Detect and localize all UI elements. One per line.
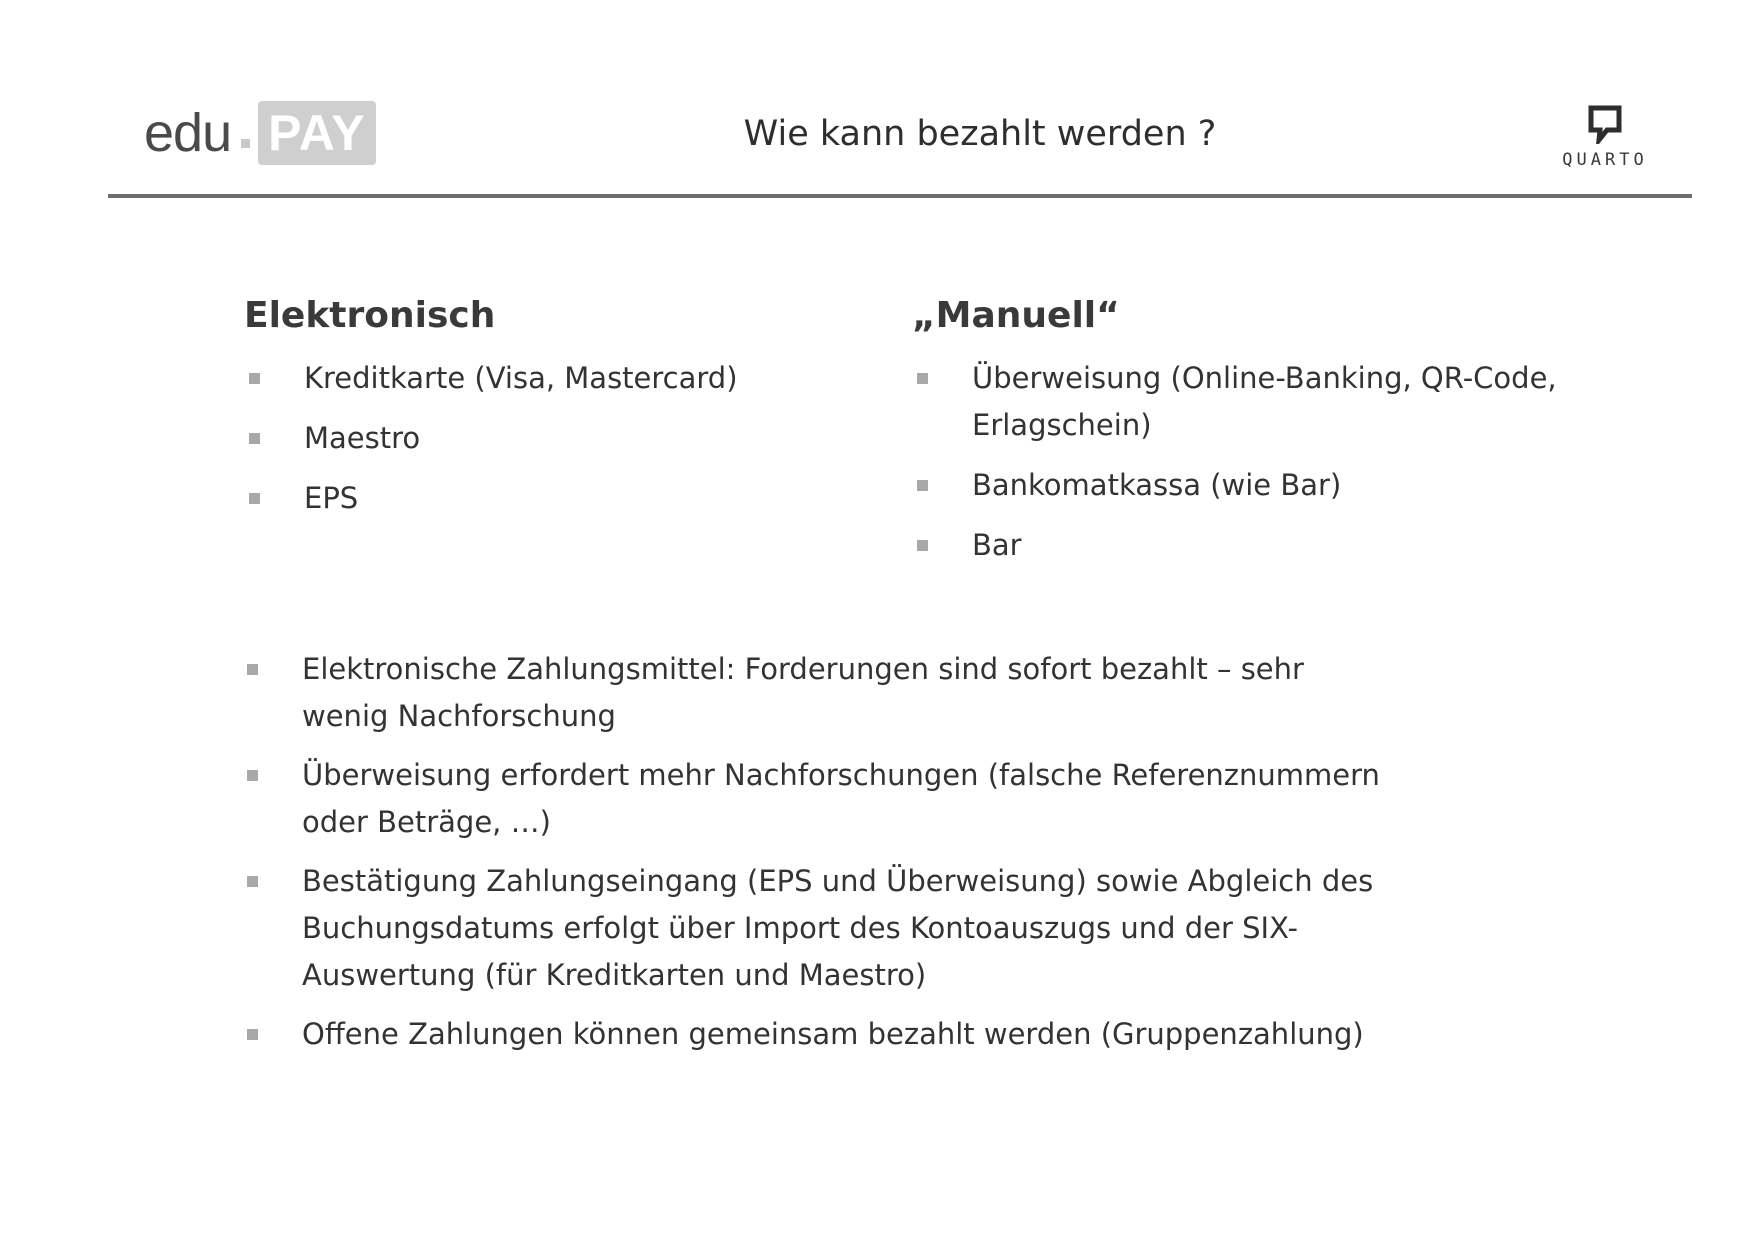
column-heading-manual: „Manuell“ [912,295,1120,336]
logo-dot [241,139,250,148]
column-manual [912,294,1612,582]
list-item-text: Maestro [304,421,421,456]
list-item [244,475,844,522]
bullet-square-icon [247,876,258,887]
list-item-text: Kreditkarte (Visa, Mastercard) [304,361,738,396]
logo-pay-text: PAY [258,101,376,165]
slide-title: Wie kann bezahlt werden ? [743,114,1217,154]
bullet-square-icon [917,540,928,551]
list-item-text: EPS [304,481,359,516]
electronic-payment-list [244,355,844,522]
list-item [912,462,1612,509]
bullet-square-icon [247,770,258,781]
quarto-logo [1540,104,1670,170]
bullet-square-icon [917,480,928,491]
manual-payment-list [912,355,1612,569]
list-item-text: Offene Zahlungen können gemeinsam bezahlt werden (Gruppenzahlung) [302,1017,1364,1051]
notes-section [242,646,1382,1070]
list-item-text: Bestätigung Zahlungseingang (EPS und Überweisung) sowie Abgleich des Buchungsdatums erfolgt über Import des Kontoauszugs und der SIX-Auswertung (für Kreditkarten und Maestro) [302,864,1374,992]
list-item [242,752,1382,846]
bullet-square-icon [247,664,258,675]
quarto-speech-bubble-icon [1585,104,1625,144]
bullet-square-icon [249,433,260,444]
edupay-logo [144,100,376,166]
list-item-text: Bar [972,528,1022,563]
list-item [242,858,1382,999]
list-item-text: Überweisung erfordert mehr Nachforschungen (falsche Referenznummern oder Beträge, …) [302,758,1380,839]
bullet-square-icon [249,373,260,384]
list-item [244,355,844,402]
list-item [244,415,844,462]
list-item-text: Bankomatkassa (wie Bar) [972,468,1342,503]
bullet-square-icon [249,493,260,504]
list-item [912,522,1612,569]
bullet-square-icon [247,1029,258,1040]
bullet-square-icon [917,373,928,384]
list-item [242,646,1382,740]
column-heading-electronic: Elektronisch [244,295,496,336]
logo-edu-text: edu [144,103,232,163]
column-electronic [244,294,844,535]
notes-list [242,646,1382,1058]
list-item-text: Überweisung (Online-Banking, QR-Code, Erlagschein) [972,361,1557,443]
list-item-text: Elektronische Zahlungsmittel: Forderungen sind sofort bezahlt – sehr wenig Nachforschung [302,652,1304,733]
header-divider [108,194,1692,198]
list-item [242,1011,1382,1058]
list-item [912,355,1612,449]
quarto-brand-text: QUARTO [1562,150,1648,170]
